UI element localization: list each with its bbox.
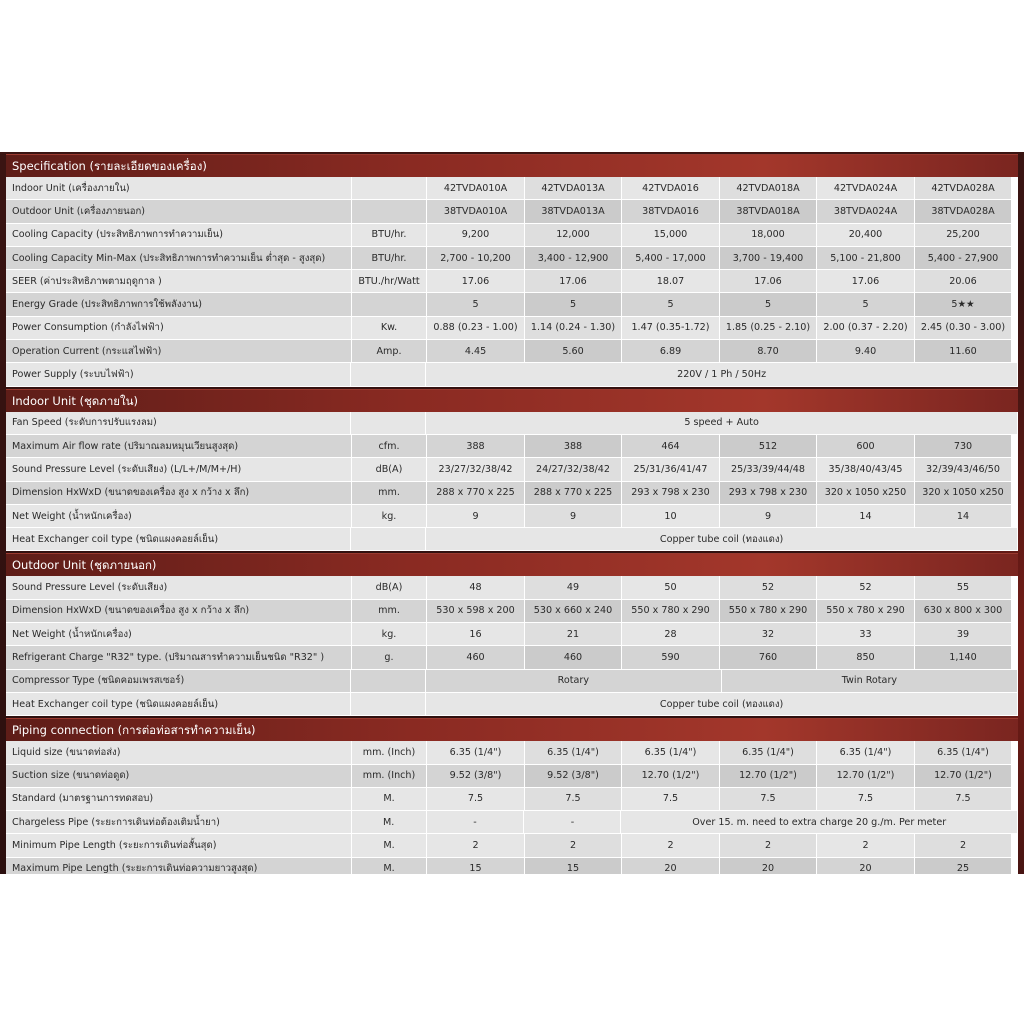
row-unit <box>351 412 426 434</box>
row-value: 28 <box>622 623 720 645</box>
row-value: 12.70 (1/2") <box>915 765 1012 787</box>
row-value: 23/27/32/38/42 <box>427 458 525 480</box>
row-value: 17.06 <box>525 270 622 292</box>
row-value: 17.06 <box>427 270 525 292</box>
row-value: 17.06 <box>817 270 915 292</box>
row-value: 42TVDA010A <box>427 177 525 199</box>
row-value: 9.52 (3/8") <box>427 765 525 787</box>
row-value: 20 <box>817 858 915 874</box>
row-value: 7.5 <box>817 788 915 810</box>
row-value: 52 <box>817 576 915 598</box>
row-value: 12.70 (1/2") <box>720 765 817 787</box>
row-label: Sound Pressure Level (ระดับเสียง) (L/L+/M/M+/H) <box>6 458 352 480</box>
row-value: 16 <box>427 623 525 645</box>
indoor-title: Indoor Unit (ชุดภายใน) <box>6 389 1018 412</box>
table-row <box>6 505 1018 528</box>
row-value: 293 x 798 x 230 <box>622 482 720 504</box>
row-label: Refrigerant Charge "R32" type. (ปริมาณสารทำความเย็นชนิด "R32" ) <box>6 646 352 668</box>
indoor-rows <box>6 435 1018 528</box>
piping-rows <box>6 741 1018 811</box>
row-unit: mm. (Inch) <box>352 741 427 763</box>
row-label: Outdoor Unit (เครื่องภายนอก) <box>6 200 352 222</box>
row-value: 850 <box>817 646 915 668</box>
row-unit: mm. <box>352 600 427 622</box>
row-value: 9 <box>720 505 817 527</box>
spec-title: Specification (รายละเอียดของเครื่อง) <box>6 154 1018 177</box>
row-value: 2 <box>720 834 817 856</box>
row-value: 9.40 <box>817 340 915 362</box>
row-value: 42TVDA013A <box>525 177 622 199</box>
row-unit: kg. <box>352 623 427 645</box>
row-value: 5.60 <box>525 340 622 362</box>
table-row <box>6 340 1018 363</box>
row-unit <box>352 200 427 222</box>
row-label: Maximum Air flow rate (ปริมาณลมหมุนเวียนสูงสุด) <box>6 435 352 457</box>
row-value: 2 <box>817 834 915 856</box>
row-value: 600 <box>817 435 915 457</box>
row-value: 5 <box>720 293 817 315</box>
row-value: 6.35 (1/4") <box>915 741 1012 763</box>
row-unit: BTU./hr/Watt <box>352 270 427 292</box>
row-label: Standard (มาตรฐานการทดสอบ) <box>6 788 352 810</box>
row-value: 20,400 <box>817 224 915 246</box>
row-value: 14 <box>915 505 1012 527</box>
row-value: 2 <box>915 834 1012 856</box>
row-unit: M. <box>352 834 427 856</box>
row-unit <box>351 670 426 692</box>
row-value: 5,400 - 17,000 <box>622 247 720 269</box>
row-value: 320 x 1050 x250 <box>915 482 1012 504</box>
row-value: 288 x 770 x 225 <box>525 482 622 504</box>
row-label: Compressor Type (ชนิดคอมเพรสเซอร์) <box>6 670 351 692</box>
row-value: 33 <box>817 623 915 645</box>
row-value: Copper tube coil (ทองแดง) <box>426 528 1018 550</box>
row-value: 25,200 <box>915 224 1012 246</box>
row-value: 5 <box>622 293 720 315</box>
row-value: 9.52 (3/8") <box>525 765 622 787</box>
power-supply-row <box>6 363 1018 386</box>
indoor-coil-row <box>6 528 1018 551</box>
compressor-row <box>6 670 1018 693</box>
row-value: 2.45 (0.30 - 3.00) <box>915 317 1012 339</box>
row-unit: M. <box>352 858 427 874</box>
row-label: Net Weight (น้ำหนักเครื่อง) <box>6 505 352 527</box>
table-row <box>6 435 1018 458</box>
row-unit: mm. <box>352 482 427 504</box>
row-value: 38TVDA028A <box>915 200 1012 222</box>
spec-rows <box>6 177 1018 363</box>
row-value: 32/39/43/46/50 <box>915 458 1012 480</box>
table-row <box>6 458 1018 481</box>
row-value: 9,200 <box>427 224 525 246</box>
row-value: 7.5 <box>427 788 525 810</box>
row-label: Indoor Unit (เครื่องภายใน) <box>6 177 352 199</box>
row-unit: M. <box>352 811 427 833</box>
row-value: 50 <box>622 576 720 598</box>
table-row <box>6 600 1018 623</box>
row-unit <box>351 363 426 385</box>
row-unit: dB(A) <box>352 576 427 598</box>
row-label: SEER (ค่าประสิทธิภาพตามฤดูกาล ) <box>6 270 352 292</box>
piping-rows-2 <box>6 834 1018 874</box>
row-value: 42TVDA028A <box>915 177 1012 199</box>
row-value: 12,000 <box>525 224 622 246</box>
chargeless-note: Over 15. m. need to extra charge 20 g./m. Per meter <box>621 811 1018 833</box>
compressor-left: Rotary <box>426 670 722 692</box>
row-value: 24/27/32/38/42 <box>525 458 622 480</box>
row-label: Net Weight (น้ำหนักเครื่อง) <box>6 623 352 645</box>
row-value: 52 <box>720 576 817 598</box>
row-value: 35/38/40/43/45 <box>817 458 915 480</box>
outdoor-section <box>6 553 1018 716</box>
row-value: Copper tube coil (ทองแดง) <box>426 693 1018 715</box>
row-value: 42TVDA016 <box>622 177 720 199</box>
row-value: 460 <box>525 646 622 668</box>
row-value: 7.5 <box>915 788 1012 810</box>
row-value: 15 <box>427 858 525 874</box>
row-value: 5,400 - 27,900 <box>915 247 1012 269</box>
row-value: 530 x 660 x 240 <box>525 600 622 622</box>
row-value: 550 x 780 x 290 <box>622 600 720 622</box>
row-label: Sound Pressure Level (ระดับเสียง) <box>6 576 352 598</box>
table-row <box>6 741 1018 764</box>
row-value: 464 <box>622 435 720 457</box>
row-label: Heat Exchanger coil type (ชนิดแผงคอยล์เย็น) <box>6 528 351 550</box>
row-value: 38TVDA016 <box>622 200 720 222</box>
row-value: 21 <box>525 623 622 645</box>
row-label: Cooling Capacity Min-Max (ประสิทธิภาพการทำความเย็น ต่ำสุด - สูงสุด) <box>6 247 352 269</box>
row-value: 220V / 1 Ph / 50Hz <box>426 363 1018 385</box>
row-value: 8.70 <box>720 340 817 362</box>
row-value: 1.14 (0.24 - 1.30) <box>525 317 622 339</box>
row-unit: dB(A) <box>352 458 427 480</box>
row-label: Operation Current (กระแสไฟฟ้า) <box>6 340 352 362</box>
row-value: 6.89 <box>622 340 720 362</box>
table-row <box>6 270 1018 293</box>
row-value: 6.35 (1/4") <box>622 741 720 763</box>
row-label: Cooling Capacity (ประสิทธิภาพการทำความเย็น) <box>6 224 352 246</box>
row-label: Suction size (ขนาดท่อดูด) <box>6 765 352 787</box>
row-value: 17.06 <box>720 270 817 292</box>
row-value: 320 x 1050 x250 <box>817 482 915 504</box>
compressor-right: Twin Rotary <box>722 670 1018 692</box>
row-value: 38TVDA010A <box>427 200 525 222</box>
fan-speed-row <box>6 412 1018 435</box>
row-unit: cfm. <box>352 435 427 457</box>
row-value: 20 <box>622 858 720 874</box>
row-value: 25 <box>915 858 1012 874</box>
row-value: 18.07 <box>622 270 720 292</box>
table-row <box>6 317 1018 340</box>
indoor-section <box>6 389 1018 552</box>
row-label: Power Consumption (กำลังไฟฟ้า) <box>6 317 352 339</box>
row-value: 10 <box>622 505 720 527</box>
row-value: 5 <box>817 293 915 315</box>
row-value: 12.70 (1/2") <box>817 765 915 787</box>
table-row <box>6 247 1018 270</box>
row-value: 9 <box>525 505 622 527</box>
row-unit: g. <box>352 646 427 668</box>
row-label: Dimension HxWxD (ขนาดของเครื่อง สูง x กว้าง x ลึก) <box>6 482 352 504</box>
table-row <box>6 646 1018 669</box>
row-label: Dimension HxWxD (ขนาดของเครื่อง สูง x กว้าง x ลึก) <box>6 600 352 622</box>
table-row <box>6 858 1018 874</box>
row-value: 20 <box>720 858 817 874</box>
row-unit: Kw. <box>352 317 427 339</box>
table-row <box>6 224 1018 247</box>
row-label: Energy Grade (ประสิทธิภาพการใช้พลังงาน) <box>6 293 352 315</box>
chargeless-row <box>6 811 1018 834</box>
row-value: 1.85 (0.25 - 2.10) <box>720 317 817 339</box>
row-value: 7.5 <box>720 788 817 810</box>
table-row <box>6 200 1018 223</box>
row-value: 48 <box>427 576 525 598</box>
row-unit: BTU/hr. <box>352 247 427 269</box>
row-label: Maximum Pipe Length (ระยะการเดินท่อความยาวสูงสุด) <box>6 858 352 874</box>
row-value: 49 <box>525 576 622 598</box>
row-value: 6.35 (1/4") <box>427 741 525 763</box>
piping-title: Piping connection (การต่อท่อสารทำความเย็น) <box>6 718 1018 741</box>
row-value: 288 x 770 x 225 <box>427 482 525 504</box>
row-value: 6.35 (1/4") <box>720 741 817 763</box>
row-value: 2 <box>525 834 622 856</box>
row-value: 15,000 <box>622 224 720 246</box>
row-value: 7.5 <box>525 788 622 810</box>
row-value: 5 <box>525 293 622 315</box>
row-unit: Amp. <box>352 340 427 362</box>
row-value: 5,100 - 21,800 <box>817 247 915 269</box>
row-unit: kg. <box>352 505 427 527</box>
row-value: 630 x 800 x 300 <box>915 600 1012 622</box>
row-label: Heat Exchanger coil type (ชนิดแผงคอยล์เย็น) <box>6 693 351 715</box>
row-value: 6.35 (1/4") <box>817 741 915 763</box>
row-value: 2.00 (0.37 - 2.20) <box>817 317 915 339</box>
row-value: 5★★ <box>915 293 1012 315</box>
row-value: 11.60 <box>915 340 1012 362</box>
row-value: 3,700 - 19,400 <box>720 247 817 269</box>
row-value: 4.45 <box>427 340 525 362</box>
row-value: 5 <box>427 293 525 315</box>
row-value: 293 x 798 x 230 <box>720 482 817 504</box>
row-unit: mm. (Inch) <box>352 765 427 787</box>
outdoor-title: Outdoor Unit (ชุดภายนอก) <box>6 553 1018 576</box>
row-unit <box>351 693 426 715</box>
row-value: 42TVDA018A <box>720 177 817 199</box>
table-row <box>6 482 1018 505</box>
row-value: 25/31/36/41/47 <box>622 458 720 480</box>
row-value: 38TVDA024A <box>817 200 915 222</box>
row-label: Fan Speed (ระดับการปรับแรงลม) <box>6 412 351 434</box>
row-value: 388 <box>525 435 622 457</box>
row-unit: BTU/hr. <box>352 224 427 246</box>
row-label: Power Supply (ระบบไฟฟ้า) <box>6 363 351 385</box>
row-unit <box>352 293 427 315</box>
row-value: 590 <box>622 646 720 668</box>
piping-section <box>6 718 1018 874</box>
row-unit <box>352 177 427 199</box>
row-unit <box>351 528 426 550</box>
row-value: 2,700 - 10,200 <box>427 247 525 269</box>
outdoor-rows <box>6 576 1018 669</box>
row-value: 7.5 <box>622 788 720 810</box>
row-value: 15 <box>525 858 622 874</box>
row-value: 25/33/39/44/48 <box>720 458 817 480</box>
spec-sheet <box>0 152 1024 874</box>
row-label: Liquid size (ขนาดท่อส่ง) <box>6 741 352 763</box>
row-value: 20.06 <box>915 270 1012 292</box>
spec-section <box>6 154 1018 387</box>
row-value: 3,400 - 12,900 <box>525 247 622 269</box>
row-value: - <box>427 811 525 833</box>
table-row <box>6 834 1018 857</box>
row-value: - <box>524 811 621 833</box>
row-value: 55 <box>915 576 1012 598</box>
table-row <box>6 576 1018 599</box>
row-value: 1,140 <box>915 646 1012 668</box>
row-value: 760 <box>720 646 817 668</box>
row-value: 12.70 (1/2") <box>622 765 720 787</box>
row-value: 9 <box>427 505 525 527</box>
outdoor-coil-row <box>6 693 1018 716</box>
row-value: 2 <box>427 834 525 856</box>
row-value: 460 <box>427 646 525 668</box>
table-row <box>6 177 1018 200</box>
table-row <box>6 293 1018 316</box>
row-value: 2 <box>622 834 720 856</box>
row-value: 5 speed + Auto <box>426 412 1018 434</box>
table-row <box>6 623 1018 646</box>
row-value: 512 <box>720 435 817 457</box>
row-value: 550 x 780 x 290 <box>720 600 817 622</box>
table-row <box>6 788 1018 811</box>
row-value: 39 <box>915 623 1012 645</box>
row-label: Minimum Pipe Length (ระยะการเดินท่อสั้นสุด) <box>6 834 352 856</box>
row-value: 388 <box>427 435 525 457</box>
row-value: 38TVDA013A <box>525 200 622 222</box>
row-value: 0.88 (0.23 - 1.00) <box>427 317 525 339</box>
row-value: 42TVDA024A <box>817 177 915 199</box>
row-value: 550 x 780 x 290 <box>817 600 915 622</box>
row-label: Chargeless Pipe (ระยะการเดินท่อต้องเติมน้ำยา) <box>6 811 352 833</box>
row-unit: M. <box>352 788 427 810</box>
row-value: 38TVDA018A <box>720 200 817 222</box>
table-row <box>6 765 1018 788</box>
row-value: 14 <box>817 505 915 527</box>
row-value: 6.35 (1/4") <box>525 741 622 763</box>
row-value: 730 <box>915 435 1012 457</box>
row-value: 1.47 (0.35-1.72) <box>622 317 720 339</box>
row-value: 32 <box>720 623 817 645</box>
row-value: 530 x 598 x 200 <box>427 600 525 622</box>
row-value: 18,000 <box>720 224 817 246</box>
